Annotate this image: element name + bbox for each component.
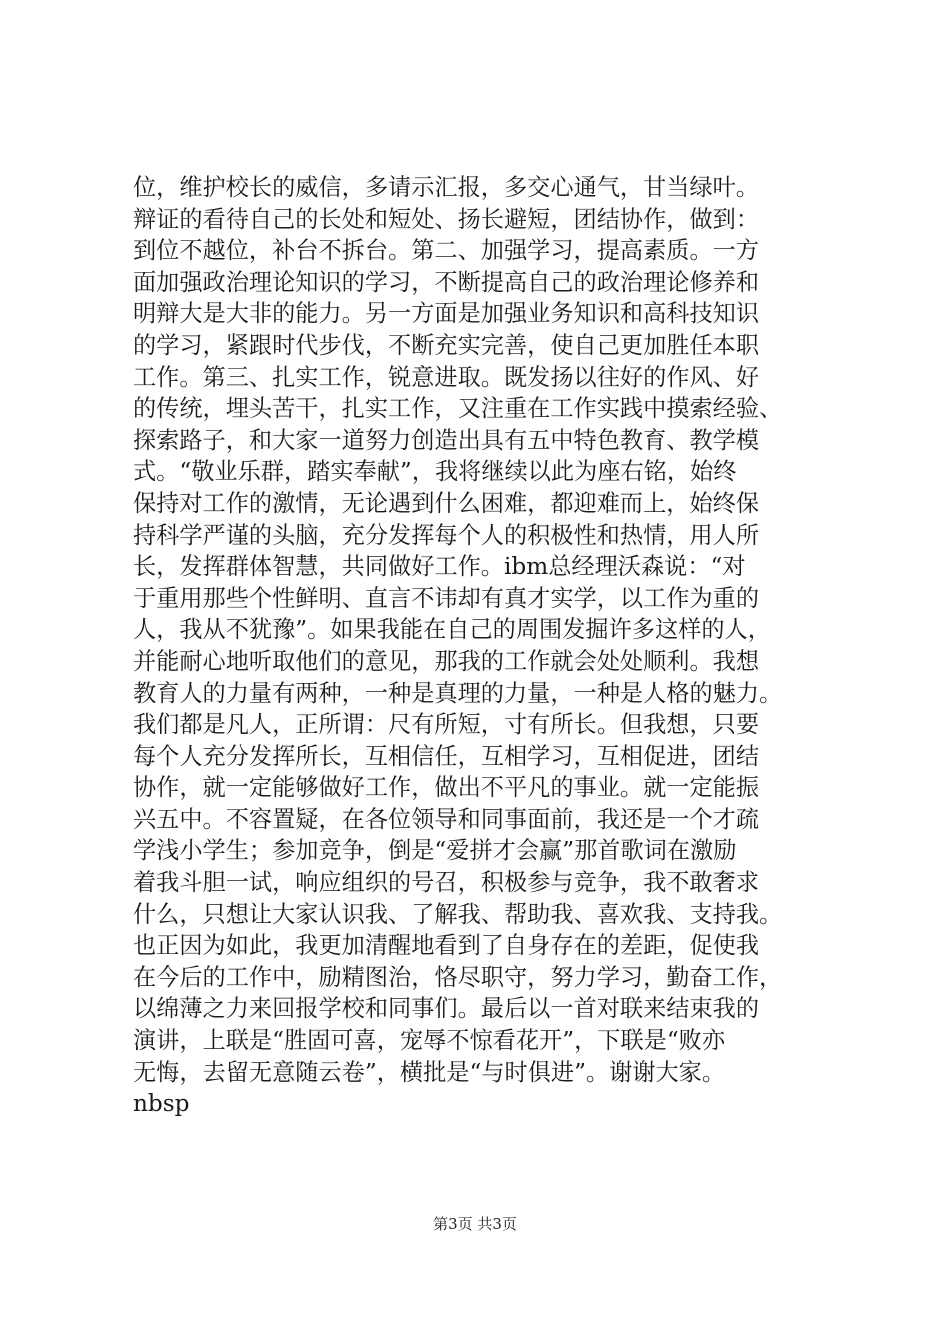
body-line: 协作，就一定能够做好工作，做出不平凡的事业。就一定能振 bbox=[133, 774, 760, 802]
body-line: 工作。第三、扎实工作，锐意进取。既发扬以往好的作风、好 bbox=[133, 363, 760, 391]
body-line: 每个人充分发挥所长，互相信任，互相学习，互相促进，团结 bbox=[133, 742, 760, 770]
body-line: 并能耐心地听取他们的意见，那我的工作就会处处顺利。我想 bbox=[133, 647, 760, 675]
body-line: 长，发挥群体智慧，共同做好工作。ibm总经理沃森说：“对 bbox=[133, 553, 746, 581]
body-line: 位，维护校长的威信，多请示汇报，多交心通气，甘当绿叶。 bbox=[133, 174, 760, 201]
body-line: 我们都是凡人，正所谓：尺有所短，寸有所长。但我想，只要 bbox=[133, 711, 760, 739]
body-line: 着我斗胆一试，响应组织的号召，积极参与竞争，我不敢奢求 bbox=[133, 869, 760, 897]
body-line: 无悔，去留无意随云卷”，横批是“与时俱进”。谢谢大家。 bbox=[133, 1058, 726, 1086]
body-line: 的传统，埋头苦干，扎实工作，又注重在工作实践中摸索经验、 bbox=[133, 395, 783, 423]
body-line: 兴五中。不容置疑，在各位领导和同事面前，我还是一个才疏 bbox=[133, 805, 760, 833]
body-line: 的学习，紧跟时代步伐，不断充实完善，使自己更加胜任本职 bbox=[133, 331, 760, 359]
body-line: 到位不越位，补台不拆台。第二、加强学习，提高素质。一方 bbox=[133, 237, 760, 265]
body-line: 探索路子，和大家一道努力创造出具有五中特色教育、教学模 bbox=[133, 426, 760, 454]
body-line: 什么，只想让大家认识我、了解我、帮助我、喜欢我、支持我。 bbox=[133, 900, 783, 928]
body-line: 教育人的力量有两种，一种是真理的力量，一种是人格的魅力。 bbox=[133, 679, 783, 707]
body-line: 在今后的工作中，励精图治，恪尽职守，努力学习，勤奋工作， bbox=[133, 963, 783, 991]
body-line: 学浅小学生；参加竞争，倒是“爱拼才会赢”那首歌词在激励 bbox=[133, 837, 737, 865]
body-line: 辩证的看待自己的长处和短处、扬长避短，团结协作，做到： bbox=[133, 205, 760, 233]
body-line: 也正因为如此，我更加清醒地看到了自身存在的差距，促使我 bbox=[133, 932, 760, 960]
body-line: nbsp bbox=[133, 1090, 190, 1118]
body-text bbox=[133, 172, 853, 1120]
body-line: 持科学严谨的头脑，充分发挥每个人的积极性和热情，用人所 bbox=[133, 521, 760, 549]
body-line: 演讲，上联是“胜固可喜，宠辱不惊看花开”，下联是“败亦 bbox=[133, 1027, 726, 1055]
body-line: 式。“敬业乐群，踏实奉献”，我将继续以此为座右铭，始终 bbox=[133, 458, 737, 486]
body-line: 明辩大是大非的能力。另一方面是加强业务知识和高科技知识 bbox=[133, 300, 760, 328]
page-footer: 第3页 共3页 bbox=[433, 1215, 517, 1233]
body-line: 人，我从不犹豫”。如果我能在自己的周围发掘许多这样的人， bbox=[133, 616, 771, 644]
body-line: 于重用那些个性鲜明、直言不讳却有真才实学，以工作为重的 bbox=[133, 584, 760, 612]
body-line: 以绵薄之力来回报学校和同事们。最后以一首对联来结束我的 bbox=[133, 995, 760, 1023]
body-line: 面加强政治理论知识的学习，不断提高自己的政治理论修养和 bbox=[133, 268, 760, 296]
body-line: 保持对工作的激情，无论遇到什么困难，都迎难而上，始终保 bbox=[133, 489, 760, 517]
